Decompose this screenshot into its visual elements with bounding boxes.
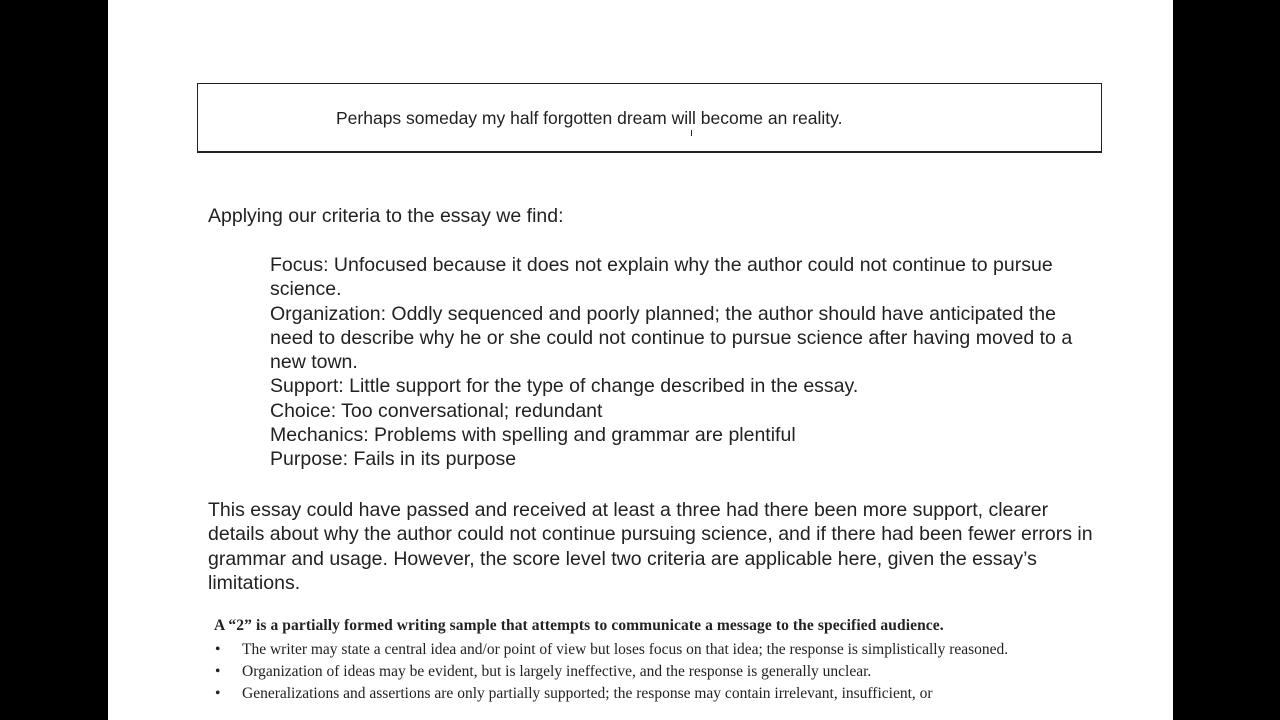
- document-page: [108, 0, 1173, 720]
- text-cursor: [691, 130, 692, 136]
- criteria-choice: Choice: Too conversational; redundant: [270, 399, 603, 422]
- bullet-icon: •: [215, 641, 221, 658]
- criteria-focus: Focus: Unfocused because it does not explain why the author could not continue to pursue science.: [270, 254, 1053, 301]
- rubric-list: [214, 639, 1094, 705]
- analysis-intro: Applying our criteria to the essay we find:: [208, 205, 564, 227]
- rubric-item: [214, 639, 1094, 661]
- analysis-conclusion: This essay could have passed and received at least a three had there been more support, clearer details about why the author could not continue pursuing science, and if there had been fewer errors in grammar and usage. However, the score level two criteria are applicable here, given the essay’s limitations.: [208, 499, 1093, 594]
- criteria-organization: Organization: Oddly sequenced and poorly planned; the author should have anticipated the need to describe why he or she could not continue to pursue science after having moved to a new town.: [270, 302, 1073, 374]
- criteria-purpose: Purpose: Fails in its purpose: [270, 448, 517, 471]
- essay-excerpt-text: Perhaps someday my half forgotten dream will become an reality.: [336, 108, 843, 128]
- criteria-mechanics: Mechanics: Problems with spelling and grammar are plentiful: [270, 424, 796, 447]
- bullet-icon: •: [215, 685, 221, 702]
- score-rubric: [214, 615, 1094, 705]
- essay-excerpt-box: [197, 83, 1102, 153]
- rubric-item: [214, 683, 1094, 705]
- rubric-item-text: The writer may state a central idea and/or point of view but loses focus on that idea; the response is simplistically reasoned.: [242, 641, 1009, 658]
- criteria-list: [270, 253, 1090, 472]
- rubric-item: [214, 661, 1094, 683]
- rubric-item-text: Organization of ideas may be evident, but is largely ineffective, and the response is generally unclear.: [242, 663, 872, 680]
- bullet-icon: •: [215, 663, 221, 680]
- rubric-item-text: Generalizations and assertions are only partially supported; the response may contain irrelevant, insufficient, or: [242, 685, 933, 702]
- rubric-heading: A “2” is a partially formed writing sample that attempts to communicate a message to the specified audience.: [214, 617, 944, 634]
- criteria-support: Support: Little support for the type of change described in the essay.: [270, 375, 859, 398]
